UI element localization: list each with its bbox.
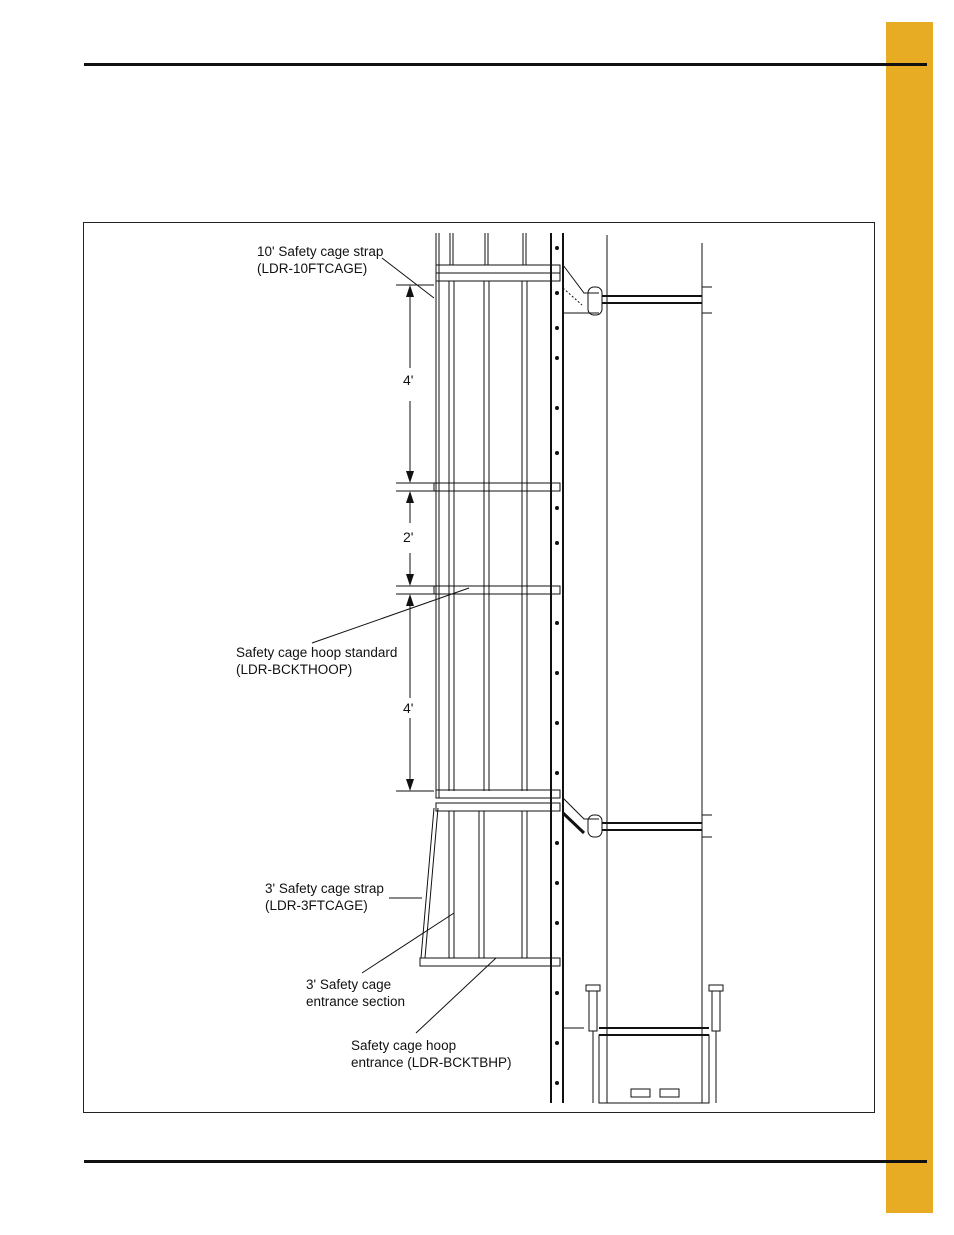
label-hoop-entrance: Safety cage hoop entrance (LDR-BCKTBHP) <box>351 1038 512 1070</box>
footer-rule <box>84 1160 927 1163</box>
figure-frame <box>83 222 875 1113</box>
dimension-middle: 2' <box>403 529 414 545</box>
label-entrance-section: 3' Safety cage entrance section <box>306 977 406 1009</box>
label-10ft-cage-strap: 10' Safety cage strap (LDR-10FTCAGE) <box>257 244 384 276</box>
header-rule <box>84 63 927 66</box>
dimension-lower: 4' <box>403 700 414 716</box>
label-hoop-standard: Safety cage hoop standard (LDR-BCKTHOOP) <box>236 645 398 677</box>
label-3ft-cage-strap: 3' Safety cage strap (LDR-3FTCAGE) <box>265 881 384 913</box>
dimension-upper: 4' <box>403 372 414 388</box>
ladder-cage-drawing <box>84 223 875 1113</box>
chapter-tab <box>886 22 933 1213</box>
